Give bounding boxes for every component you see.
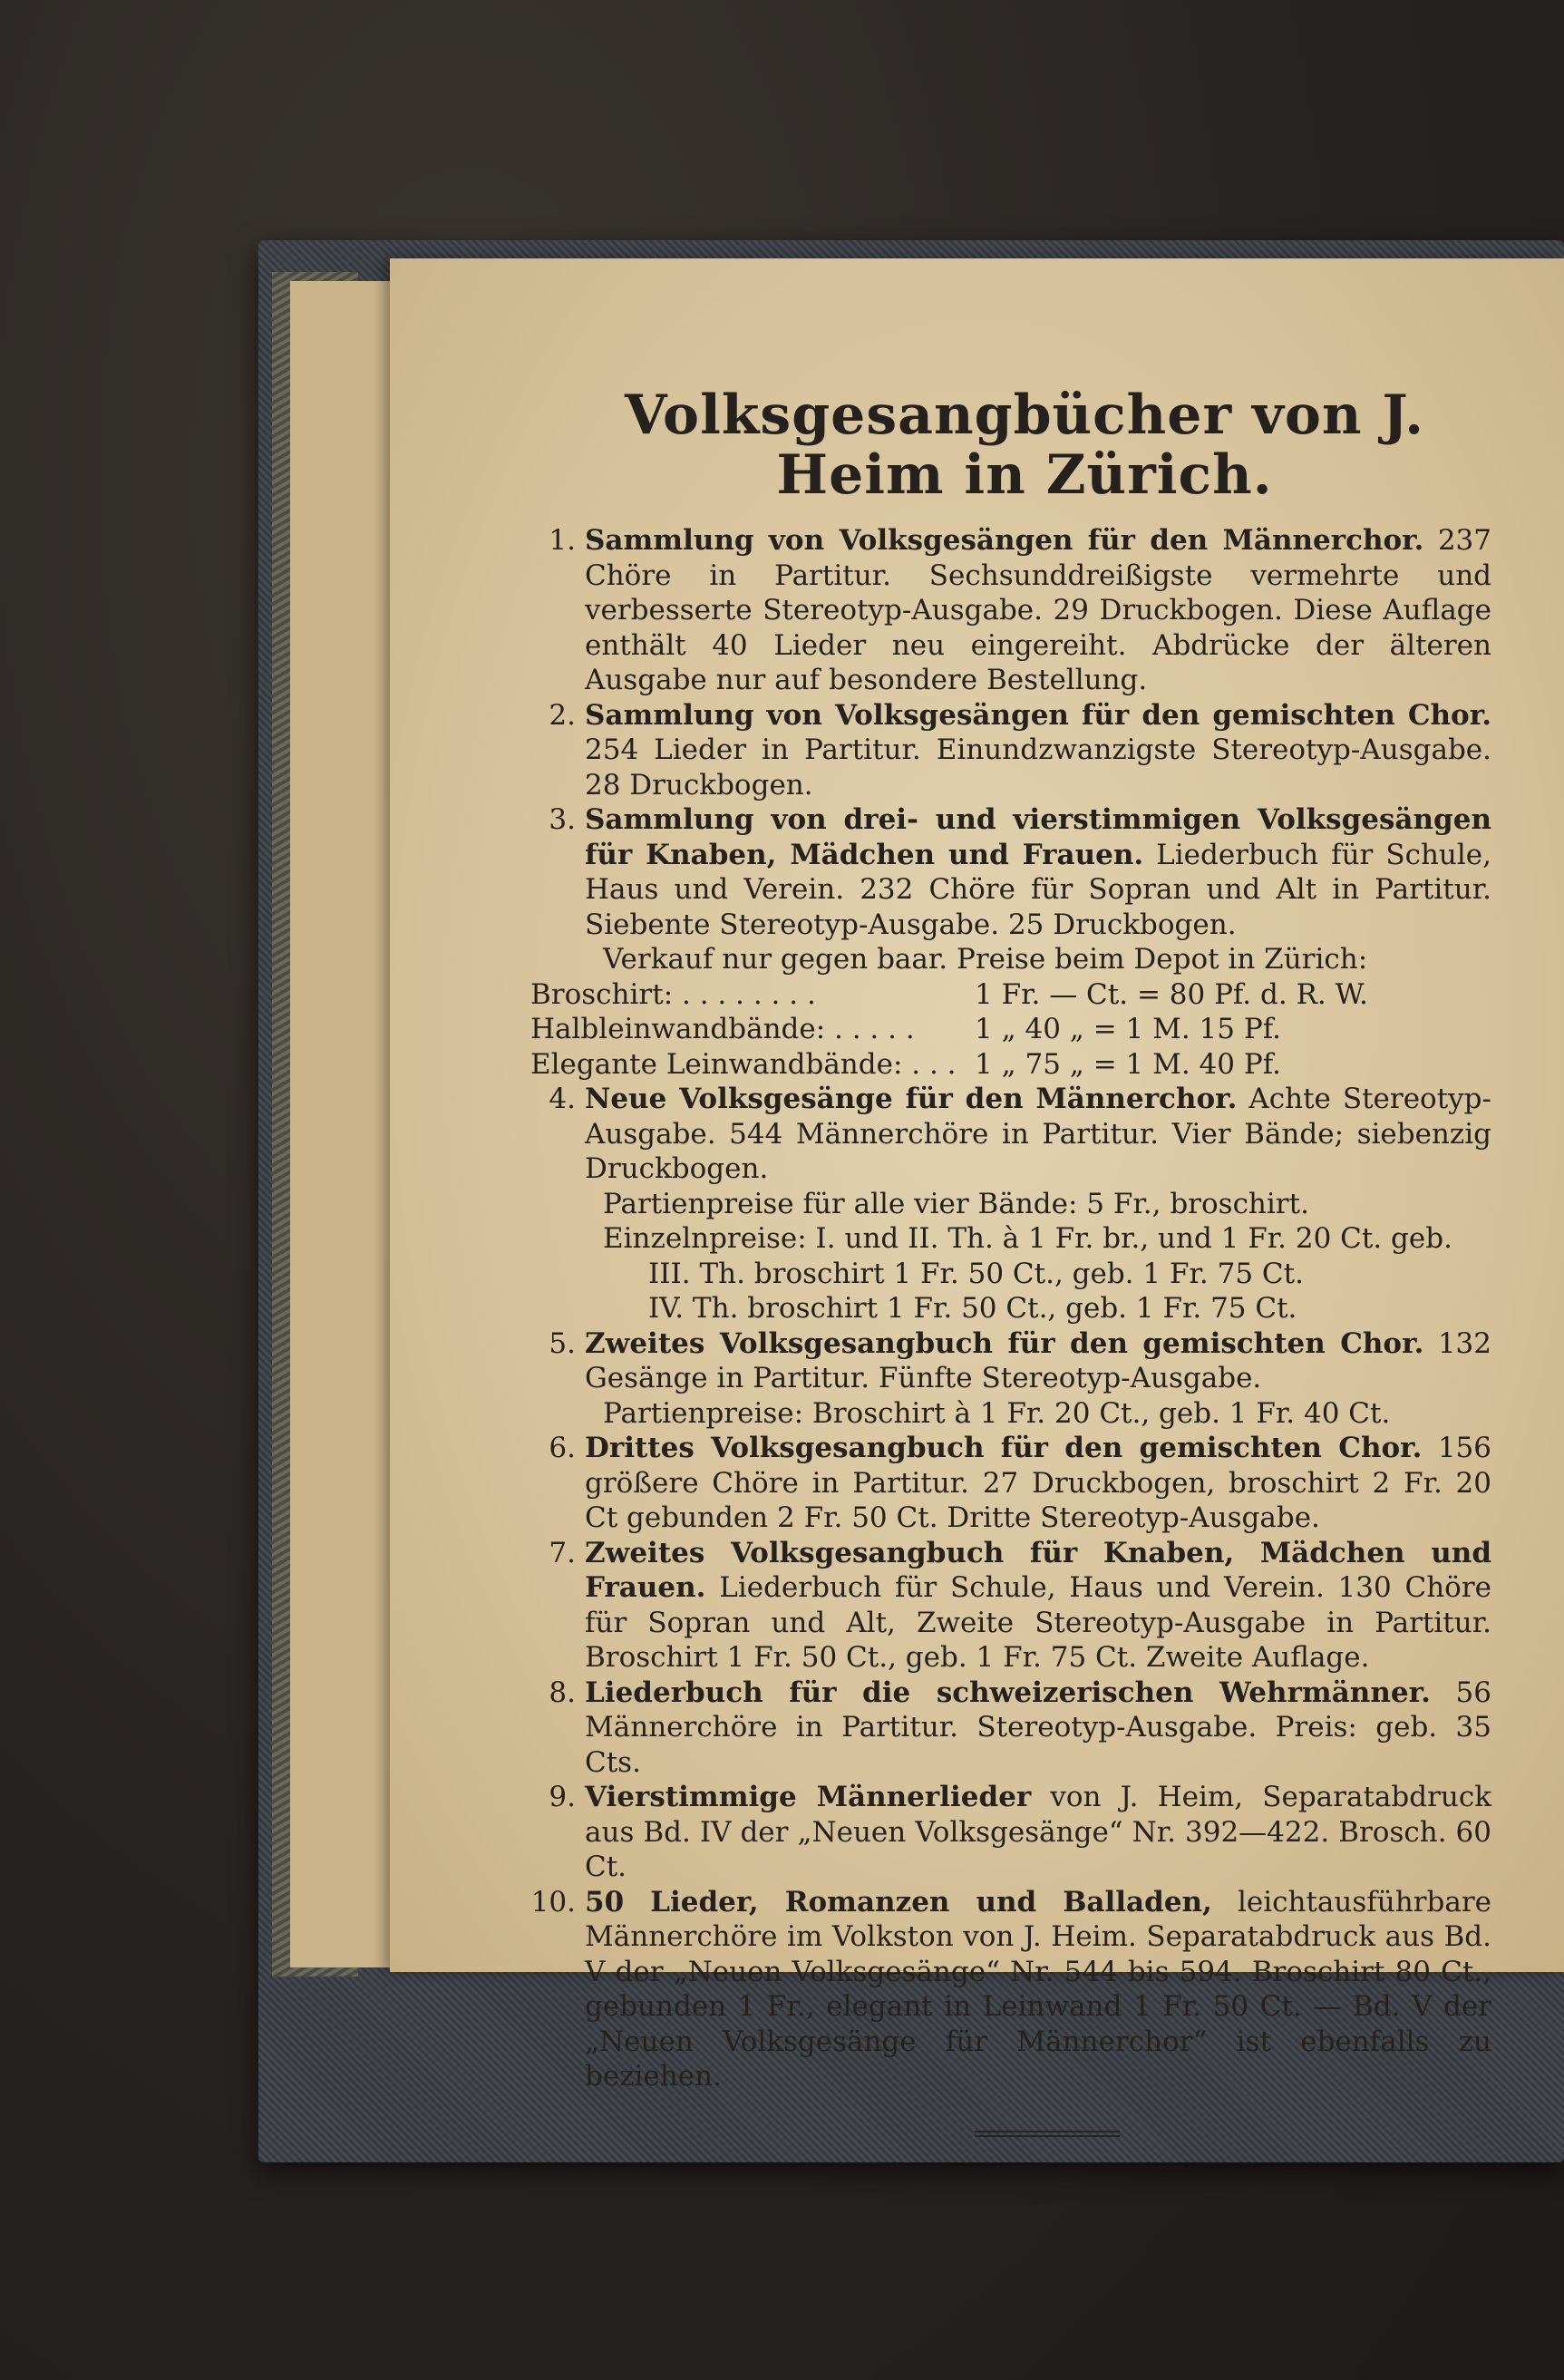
item-number: 3.	[549, 803, 576, 836]
list-item-10	[530, 1885, 1491, 2094]
item-text: Liederbuch für Schule, Haus und Verein. 130 Chöre für Sopran und Alt, Zweite Stereotyp-Ausgabe in Partitur. Broschirt 1 Fr. 50 Ct., geb. 1 Fr. 75 Ct. Zweite Auflage.	[585, 1571, 1491, 1674]
item-number: 5.	[549, 1326, 576, 1360]
price-value: 1 „ 40 „ = 1 M. 15 Pf.	[975, 1013, 1281, 1045]
item-heading: Vierstimmige Männerlieder	[585, 1781, 1032, 1813]
item-text: 156 größere Chöre in Partitur. 27 Druckbogen, broschirt 2 Fr. 20 Ct gebunden 2 Fr. 50 Ct. Dritte Stereotyp-Ausgabe.	[585, 1432, 1491, 1534]
price-label: Halbleinwandbände: . . . . .	[530, 1013, 915, 1045]
partien-price: Partienpreise für alle vier Bände: 5 Fr., broschirt.	[603, 1187, 1309, 1220]
price-table	[530, 977, 1491, 1083]
item-text: Achte Stereotyp-Ausgabe. 544 Männerchöre in Partitur. Vier Bände; siebenzig Druckbogen.	[585, 1083, 1491, 1185]
price-label: Broschirt: . . . . . . . .	[530, 977, 816, 1011]
item-text: von J. Heim, Separatabdruck aus Bd. IV der „Neuen Volksgesänge“ Nr. 392—422. Brosch. 60 Ct.	[585, 1781, 1491, 1883]
einzel-price: Einzelnpreise: I. und II. Th. à 1 Fr. br., und 1 Fr. 20 Ct. geb.	[603, 1222, 1452, 1255]
list-item-3	[530, 802, 1491, 942]
item-heading: Sammlung von drei- und vierstimmigen Volksgesängen für Knaben, Mädchen und Frauen.	[585, 803, 1491, 871]
list-item-8	[530, 1676, 1491, 1781]
item-heading: Sammlung von Volksgesängen für den Männerchor.	[585, 524, 1424, 557]
part-three-price: III. Th. broschirt 1 Fr. 50 Ct., geb. 1 Fr. 75 Ct.	[648, 1257, 1304, 1290]
list-item-1	[530, 523, 1491, 698]
list-item-2	[530, 698, 1491, 803]
item-text: Liederbuch für Schule, Haus und Verein. 232 Chöre für Sopran und Alt in Partitur. Siebente Stereotyp-Ausgabe. 25 Druckbogen.	[585, 838, 1491, 941]
flyleaf-edge	[290, 281, 399, 1967]
item-heading: Zweites Volksgesangbuch für Knaben, Mädchen und Frauen.	[585, 1536, 1491, 1604]
item-number: 10.	[530, 1885, 576, 1919]
item-number: 8.	[549, 1676, 576, 1709]
item-number: 2.	[549, 698, 576, 732]
list-item-7	[530, 1536, 1491, 1676]
item-number: 7.	[549, 1536, 576, 1569]
price-row	[530, 1047, 1491, 1083]
price-value: 1 „ 75 „ = 1 M. 40 Pf.	[975, 1047, 1281, 1081]
item-heading: Drittes Volksgesangbuch für den gemischten Chor.	[585, 1432, 1423, 1464]
item-number: 9.	[549, 1781, 576, 1813]
item-number: 1.	[549, 524, 576, 557]
sale-note: Verkauf nur gegen baar. Preise beim Depot in Zürich:	[603, 943, 1368, 976]
closing-rule	[975, 2131, 1120, 2137]
item-text: leichtausführbare Männerchöre im Volkston von J. Heim. Separatabdruck aus Bd. V der „Neuen Volksgesänge“ Nr. 544 bis 594. Broschirt 80 Ct., gebunden 1 Fr., elegant in Leinwand 1 Fr. 50 Ct. — Bd. V der „Neuen Volksgesänge für Männerchor“ ist ebenfalls zu beziehen.	[585, 1885, 1491, 2093]
list-item-4	[530, 1082, 1491, 1187]
part-four-price: IV. Th. broschirt 1 Fr. 50 Ct., geb. 1 Fr. 75 Ct.	[648, 1292, 1297, 1325]
item-number: 6.	[549, 1432, 576, 1464]
page-title: Volksgesangbücher von J. Heim in Zürich.	[625, 384, 1424, 507]
item-text: 56 Männerchöre in Partitur. Stereotyp-Ausgabe. Preis: geb. 35 Cts.	[585, 1676, 1491, 1779]
item-heading: Zweites Volksgesangbuch für den gemischten Chor.	[585, 1326, 1424, 1360]
partien-price: Partienpreise: Broschirt à 1 Fr. 20 Ct., geb. 1 Fr. 40 Ct.	[603, 1396, 1391, 1430]
price-label: Elegante Leinwandbände: . . .	[530, 1047, 957, 1081]
item-heading: 50 Lieder, Romanzen und Balladen,	[585, 1885, 1212, 1919]
item-text: 254 Lieder in Partitur. Einundzwanzigste Stereotyp-Ausgabe. 28 Druckbogen.	[585, 733, 1491, 801]
page-content	[530, 385, 1491, 2137]
list-item-9	[530, 1780, 1491, 1885]
item-text: 132 Gesänge in Partitur. Fünfte Stereotyp-Ausgabe.	[585, 1326, 1491, 1394]
price-row	[530, 1012, 1491, 1047]
item-heading: Sammlung von Volksgesängen für den gemischten Chor.	[585, 698, 1491, 732]
price-row	[530, 977, 1491, 1013]
item-text: 237 Chöre in Partitur. Sechsunddreißigste vermehrte und verbesserte Stereotyp-Ausgabe. 29 Druckbogen. Diese Auflage enthält 40 Lieder neu eingereiht. Abdrücke der älteren Ausgabe nur auf besondere Bestellung.	[585, 524, 1491, 696]
item-heading: Neue Volksgesänge für den Männerchor.	[585, 1083, 1238, 1115]
item-number: 4.	[549, 1083, 576, 1115]
list-item-6	[530, 1431, 1491, 1536]
price-value: 1 Fr. — Ct. = 80 Pf. d. R. W.	[975, 977, 1368, 1011]
list-item-5	[530, 1326, 1491, 1396]
item-heading: Liederbuch für die schweizerischen Wehrmänner.	[585, 1676, 1431, 1709]
